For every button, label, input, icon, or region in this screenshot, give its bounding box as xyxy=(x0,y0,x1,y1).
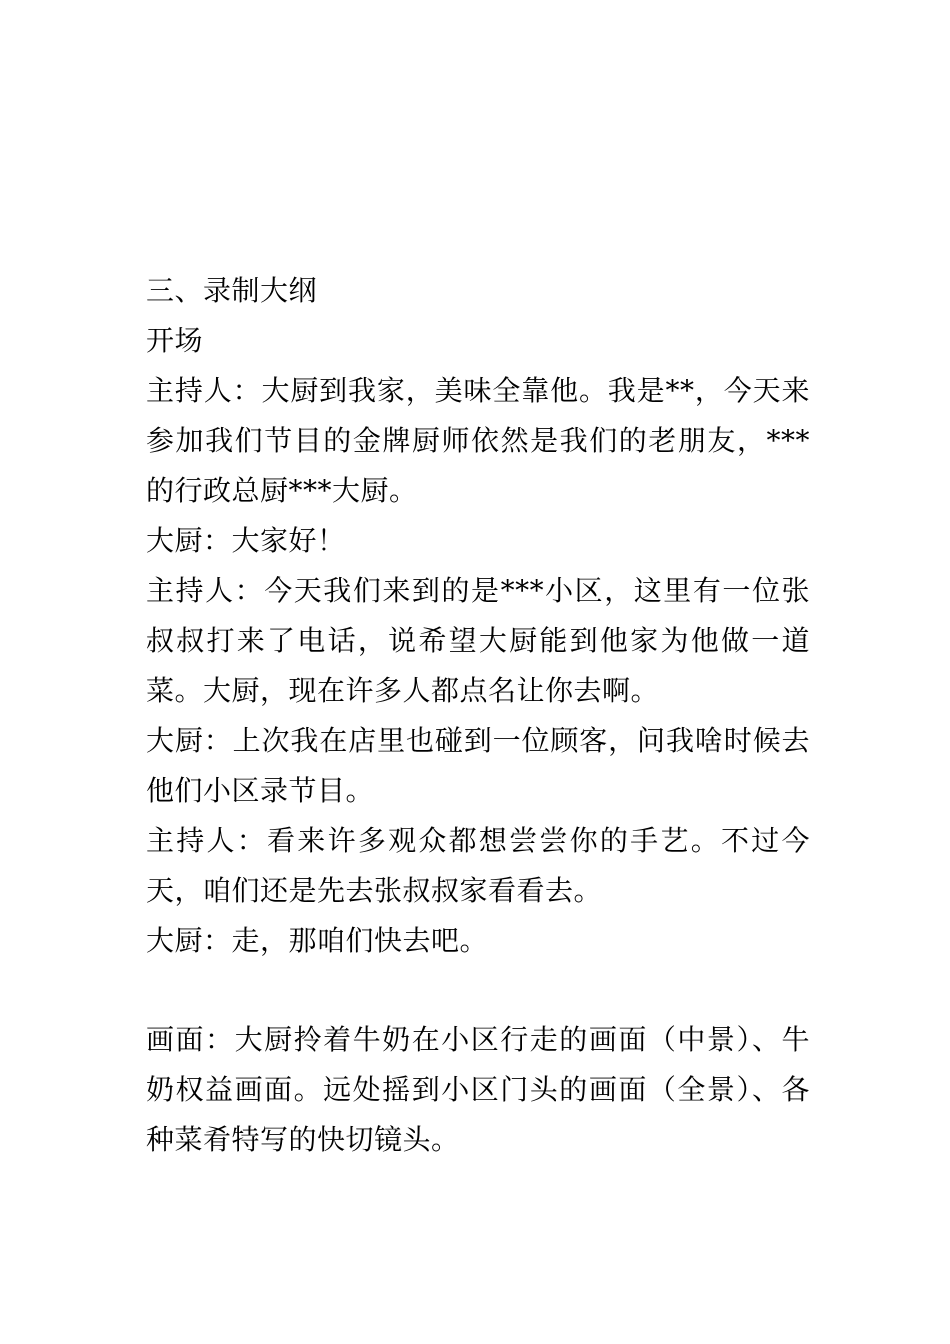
dialogue-paragraph-host-visit: 主持人：看来许多观众都想尝尝你的手艺。不过今天，咱们还是先去张叔叔家看看去。 xyxy=(146,824,810,907)
dialogue-paragraph-host-intro: 主持人：大厨到我家，美味全靠他。我是**，今天来参加我们节目的金牌厨师依然是我们的老朋友，***的行政总厨***大厨。 xyxy=(146,374,810,507)
dialogue-paragraph-chef-greeting: 大厨：大家好！ xyxy=(146,524,346,557)
paragraph-spacer xyxy=(146,966,810,1015)
document-body xyxy=(146,266,810,1165)
subheading-opening: 开场 xyxy=(146,324,204,357)
dialogue-paragraph-host-location: 主持人：今天我们来到的是***小区，这里有一位张叔叔打来了电话，说希望大厨能到他家为他做一道菜。大厨，现在许多人都点名让你去啊。 xyxy=(146,574,810,707)
scene-note-paragraph: 画面：大厨拎着牛奶在小区行走的画面（中景）、牛奶权益画面。远处摇到小区门头的画面（全景）、各种菜肴特写的快切镜头。 xyxy=(146,1023,810,1156)
dialogue-paragraph-chef-go: 大厨：走，那咱们快去吧。 xyxy=(146,924,489,957)
dialogue-paragraph-chef-reply: 大厨：上次我在店里也碰到一位顾客，问我啥时候去他们小区录节目。 xyxy=(146,724,810,807)
section-heading: 三、录制大纲 xyxy=(146,274,318,307)
